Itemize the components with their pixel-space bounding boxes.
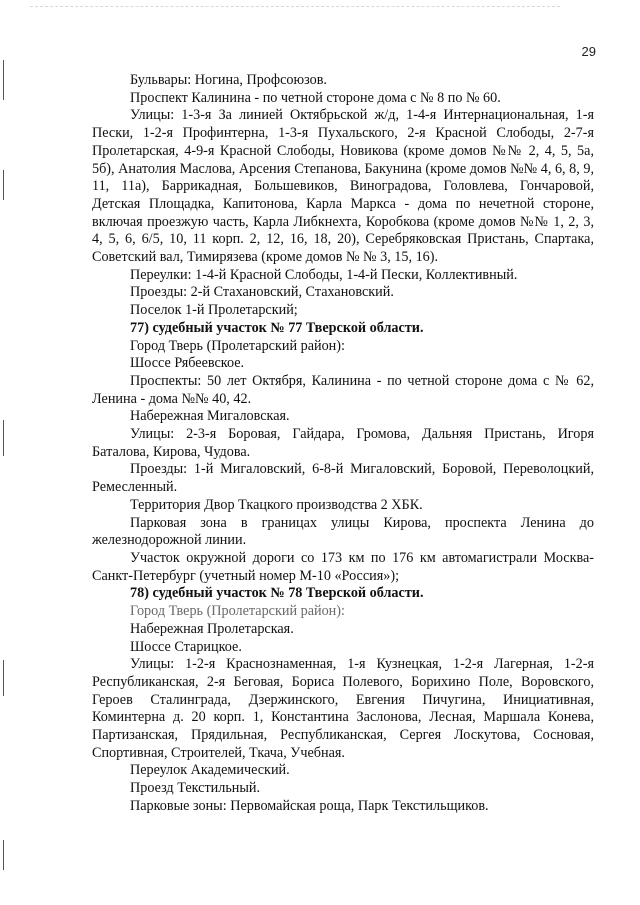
page-number: 29 bbox=[581, 44, 596, 59]
left-margin-mark bbox=[3, 60, 4, 100]
section-heading: 78) судебный участок № 78 Тверской области. bbox=[130, 585, 424, 602]
left-margin-mark bbox=[3, 420, 4, 456]
paragraph: Улицы: 2-3-я Боровая, Гайдара, Громова, Дальняя Пристань, Игоря Баталова, Кирова, Чудова. bbox=[92, 426, 594, 460]
paragraph: Шоссе Старицкое. bbox=[130, 638, 242, 655]
left-margin-mark bbox=[3, 840, 4, 870]
paragraph: Территория Двор Ткацкого производства 2 ХБК. bbox=[130, 496, 423, 513]
paragraph: Набережная Пролетарская. bbox=[130, 620, 294, 637]
paragraph: Улицы: 1-2-я Краснознаменная, 1-я Кузнецкая, 1-2-я Лагерная, 1-2-я Республиканская, 2-я Беговая, Бориса Полевого, Борихино Поле, Воровского, Героев Сталинграда, Дзержинского, Евгения Пичугина, Инициативная, Коминтерна д. 20 корп. 1, Константина Заслонова, Лесная, Маршала Конева, Партизанская, Прядильная, Республиканская, Сергея Лоскутова, Сосновая, Спортивная, Строителей, Ткача, Учебная. bbox=[92, 656, 594, 761]
paragraph: Переулки: 1-4-й Красной Слободы, 1-4-й Пески, Коллективный. bbox=[130, 266, 518, 283]
paragraph: Проезды: 2-й Стахановский, Стахановский. bbox=[130, 284, 394, 301]
paragraph: Шоссе Рябеевское. bbox=[130, 355, 245, 372]
paragraph: Парковая зона в границах улицы Кирова, проспекта Ленина до железнодорожной линии. bbox=[92, 514, 594, 549]
paragraph: Бульвары: Ногина, Профсоюзов. bbox=[130, 72, 327, 88]
paragraph: Улицы: 1-3-я За линией Октябрьской ж/д, 1-4-я Интернациональная, 1-я Пески, 1-2-я Профинтерна, 1-3-я Пухальского, 2-я Красной Слободы, 2-7-я Пролетарская, 4-9-я Красной Слободы, Новикова (кроме домов №№ 2, 4, 5, 5а, 5б), Анатолия Маслова, Арсения Степанова, Бакунина (кроме домов №№ 4, 6, 8, 9, 11, 11а), Баррикадная, Большевиков, Виноградова, Головлева, Гончаровой, Детская Площадка, Капитонова, Карла Маркса - дома по нечетной стороне, включая проезжую часть, Карла Либкнехта, Коробкова (кроме домов №№ 1, 2, 3, 4, 5, 6, 6/5, 10, 11 корп. 2, 12, 16, 18, 20), Серебряковская Пристань, Спартака, Советский вал, Тимирязева (кроме домов № № 3, 15, 16). bbox=[92, 107, 594, 266]
paragraph: Парковые зоны: Первомайская роща, Парк Текстильщиков. bbox=[130, 797, 489, 814]
paragraph: Проезд Текстильный. bbox=[130, 780, 261, 797]
document-body bbox=[92, 72, 594, 816]
paragraph: Набережная Мигаловская. bbox=[130, 408, 290, 425]
paragraph: Переулок Академический. bbox=[130, 762, 290, 779]
paragraph: Проспекты: 50 лет Октября, Калинина - по четной стороне дома с № 62, Ленина - дома №№ 40, 42. bbox=[92, 372, 594, 407]
scan-noise-line bbox=[30, 6, 560, 8]
section-heading: 77) судебный участок № 77 Тверской области. bbox=[130, 319, 424, 336]
paragraph: Участок окружной дороги со 173 км по 176 км автомагистрали Москва-Санкт-Петербург (учетный номер М-10 «Россия»); bbox=[92, 549, 594, 584]
paragraph: Проспект Калинина - по четной стороне дома с № 8 по № 60. bbox=[130, 89, 501, 106]
paragraph: Город Тверь (Пролетарский район): bbox=[130, 603, 345, 620]
left-margin-mark bbox=[3, 170, 4, 200]
paragraph: Проезды: 1-й Мигаловский, 6-8-й Мигаловский, Боровой, Переволоцкий, Ремесленный. bbox=[92, 461, 594, 496]
paragraph: Город Тверь (Пролетарский район): bbox=[130, 337, 345, 354]
paragraph: Поселок 1-й Пролетарский; bbox=[130, 302, 298, 319]
left-margin-mark bbox=[3, 660, 4, 696]
